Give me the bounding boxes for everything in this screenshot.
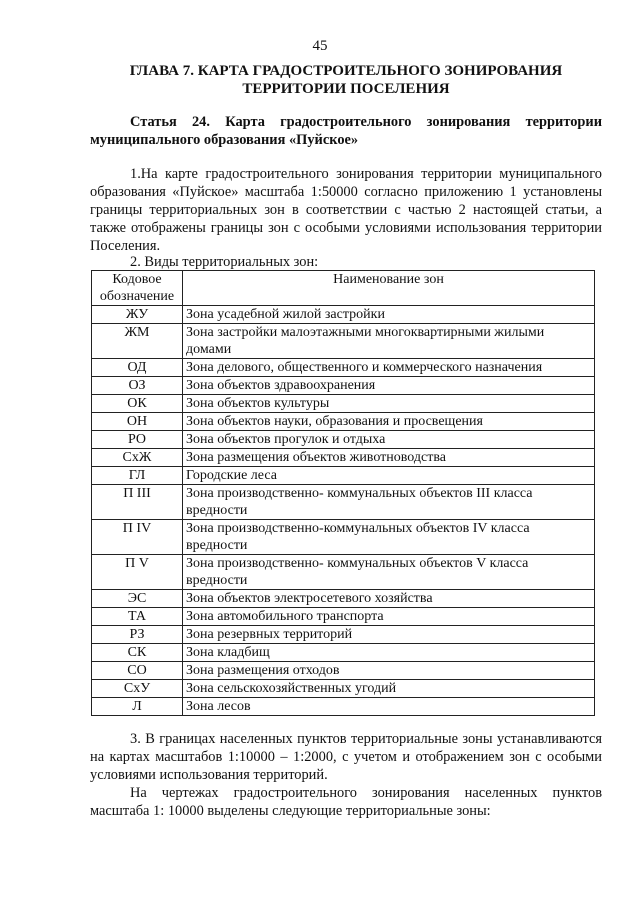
article-title-text: Статья 24. Карта градостроительного зонирования территории муниципального образования «Пуйское» bbox=[90, 114, 602, 148]
table-row bbox=[92, 520, 595, 555]
paragraph-2 bbox=[90, 253, 602, 271]
zone-name: Зона объектов электросетевого хозяйства bbox=[183, 590, 595, 608]
zone-name: Зона резервных территорий bbox=[183, 626, 595, 644]
zone-name: Зона делового, общественного и коммерческого назначения bbox=[183, 359, 595, 377]
zone-code: П V bbox=[92, 555, 183, 590]
table-row bbox=[92, 555, 595, 590]
zone-code: РЗ bbox=[92, 626, 183, 644]
page-number: 45 bbox=[312, 38, 328, 54]
zones-table bbox=[91, 270, 595, 716]
header-name: Наименование зон bbox=[183, 271, 595, 306]
zone-name: Зона объектов культуры bbox=[183, 395, 595, 413]
paragraph-3 bbox=[90, 730, 602, 784]
table-row bbox=[92, 485, 595, 520]
zone-name: Зона производственно- коммунальных объектов V класса вредности bbox=[183, 555, 595, 590]
zone-name: Городские леса bbox=[183, 467, 595, 485]
zone-name: Зона размещения отходов bbox=[183, 662, 595, 680]
paragraph-1-text: 1.На карте градостроительного зонирования территории муниципального образования «Пуйское» масштаба 1:50000 согласно приложению 1 установлены границы территориальных зон в соответствии с частью 2 настоящей статьи, а также отображены границы зон с особыми условиями использования территории Поселения. bbox=[90, 166, 602, 254]
zone-code: ЭС bbox=[92, 590, 183, 608]
table-row bbox=[92, 395, 595, 413]
table-header-row bbox=[92, 271, 595, 306]
zone-code: СО bbox=[92, 662, 183, 680]
article-title bbox=[90, 113, 602, 149]
zone-code: Л bbox=[92, 698, 183, 716]
zone-code: П IV bbox=[92, 520, 183, 555]
zone-name: Зона производственно- коммунальных объектов III класса вредности bbox=[183, 485, 595, 520]
table-row bbox=[92, 431, 595, 449]
zone-name: Зона застройки малоэтажными многоквартирными жилыми домами bbox=[183, 324, 595, 359]
table-row bbox=[92, 377, 595, 395]
zone-code: П III bbox=[92, 485, 183, 520]
zone-code: СхЖ bbox=[92, 449, 183, 467]
paragraph-4-text: На чертежах градостроительного зонирования населенных пунктов масштаба 1: 10000 выделены следующие территориальные зоны: bbox=[90, 785, 602, 819]
table-row bbox=[92, 680, 595, 698]
paragraph-4 bbox=[90, 784, 602, 820]
zone-code: СхУ bbox=[92, 680, 183, 698]
table-row bbox=[92, 698, 595, 716]
zone-name: Зона объектов здравоохранения bbox=[183, 377, 595, 395]
zone-code: ОН bbox=[92, 413, 183, 431]
zone-name: Зона автомобильного транспорта bbox=[183, 608, 595, 626]
table-row bbox=[92, 449, 595, 467]
table-row bbox=[92, 644, 595, 662]
zone-code: ЖМ bbox=[92, 324, 183, 359]
zone-name: Зона производственно-коммунальных объектов IV класса вредности bbox=[183, 520, 595, 555]
zone-name: Зона сельскохозяйственных угодий bbox=[183, 680, 595, 698]
paragraph-3-text: 3. В границах населенных пунктов территориальные зоны устанавливаются на картах масштабов 1:10000 – 1:2000, с учетом и отображением зон с особыми условиями использования территорий. bbox=[90, 731, 602, 783]
zone-code: ГЛ bbox=[92, 467, 183, 485]
table-row bbox=[92, 413, 595, 431]
zone-name: Зона объектов науки, образования и просвещения bbox=[183, 413, 595, 431]
zone-name: Зона кладбищ bbox=[183, 644, 595, 662]
table-row bbox=[92, 306, 595, 324]
paragraph-1 bbox=[90, 165, 602, 255]
table-row bbox=[92, 626, 595, 644]
table-row bbox=[92, 662, 595, 680]
table-row bbox=[92, 467, 595, 485]
header-code: Кодовое обозначение bbox=[92, 271, 183, 306]
zone-name: Зона лесов bbox=[183, 698, 595, 716]
zone-name: Зона размещения объектов животноводства bbox=[183, 449, 595, 467]
table-row bbox=[92, 608, 595, 626]
paragraph-2-text: 2. Виды территориальных зон: bbox=[130, 254, 319, 270]
zone-code: ОК bbox=[92, 395, 183, 413]
zone-code: ТА bbox=[92, 608, 183, 626]
table-row bbox=[92, 359, 595, 377]
zone-code: ЖУ bbox=[92, 306, 183, 324]
zone-name: Зона усадебной жилой застройки bbox=[183, 306, 595, 324]
zone-code: СК bbox=[92, 644, 183, 662]
chapter-title: ГЛАВА 7. КАРТА ГРАДОСТРОИТЕЛЬНОГО ЗОНИРОВАНИЯ ТЕРРИТОРИИ ПОСЕЛЕНИЯ bbox=[129, 63, 563, 97]
table-row bbox=[92, 324, 595, 359]
zone-name: Зона объектов прогулок и отдыха bbox=[183, 431, 595, 449]
zone-code: ОД bbox=[92, 359, 183, 377]
zone-code: РО bbox=[92, 431, 183, 449]
zone-code: ОЗ bbox=[92, 377, 183, 395]
table-row bbox=[92, 590, 595, 608]
